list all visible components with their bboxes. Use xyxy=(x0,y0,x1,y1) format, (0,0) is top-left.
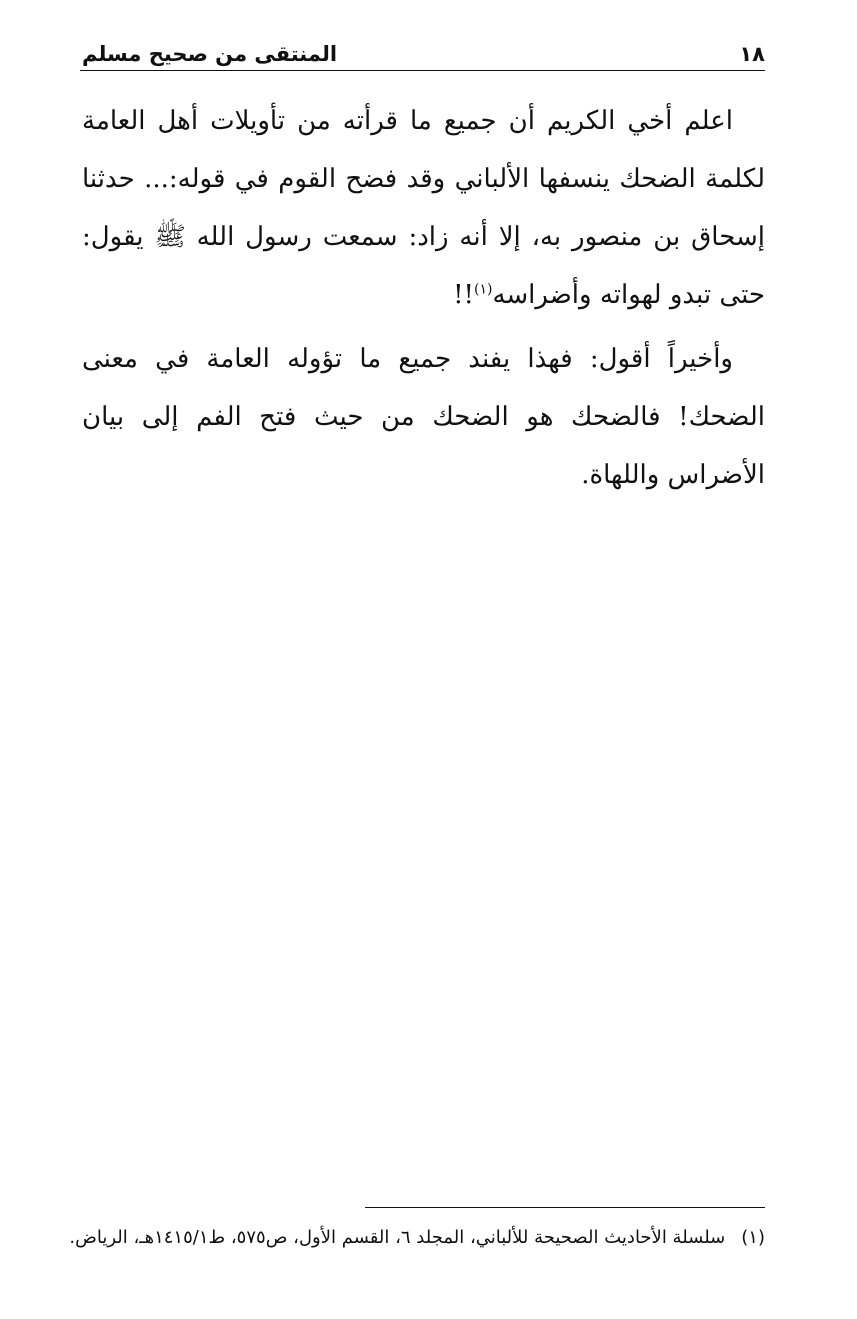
paragraph xyxy=(82,330,765,504)
paragraph-text: اعلم أخي الكريم أن جميع ما قرأته من تأويلات أهل العامة لكلمة الضحك ينسفها الألباني وقد فضح القوم في قوله:... حدثنا إسحاق بن منصور به، إلا أنه زاد: سمعت رسول الله ﷺ يقول: حتى تبدو لهواته وأضراسه xyxy=(82,106,765,310)
footnote xyxy=(70,1224,765,1252)
paragraph xyxy=(82,92,765,324)
body-text xyxy=(82,92,765,504)
footnote-number: (١) xyxy=(741,1227,765,1248)
footnote-text: سلسلة الأحاديث الصحيحة للألباني، المجلد ٦، القسم الأول، ص٥٧٥، ط١٤١٥/١هـ، الرياض. xyxy=(69,1227,726,1248)
footnote-reference: (١) xyxy=(473,281,493,298)
header-rule xyxy=(80,70,765,71)
page-number: ١٨ xyxy=(739,42,765,66)
book-title: المنتقى من صحيح مسلم xyxy=(82,42,338,66)
paragraph-trailing: !! xyxy=(453,280,474,310)
running-header xyxy=(82,30,765,66)
paragraph-text: وأخيراً أقول: فهذا يفند جميع ما تؤوله العامة في معنى الضحك! فالضحك هو الضحك من حيث فتح الفم إلى بيان الأضراس واللهاة. xyxy=(82,344,765,490)
footnote-rule xyxy=(365,1207,765,1208)
